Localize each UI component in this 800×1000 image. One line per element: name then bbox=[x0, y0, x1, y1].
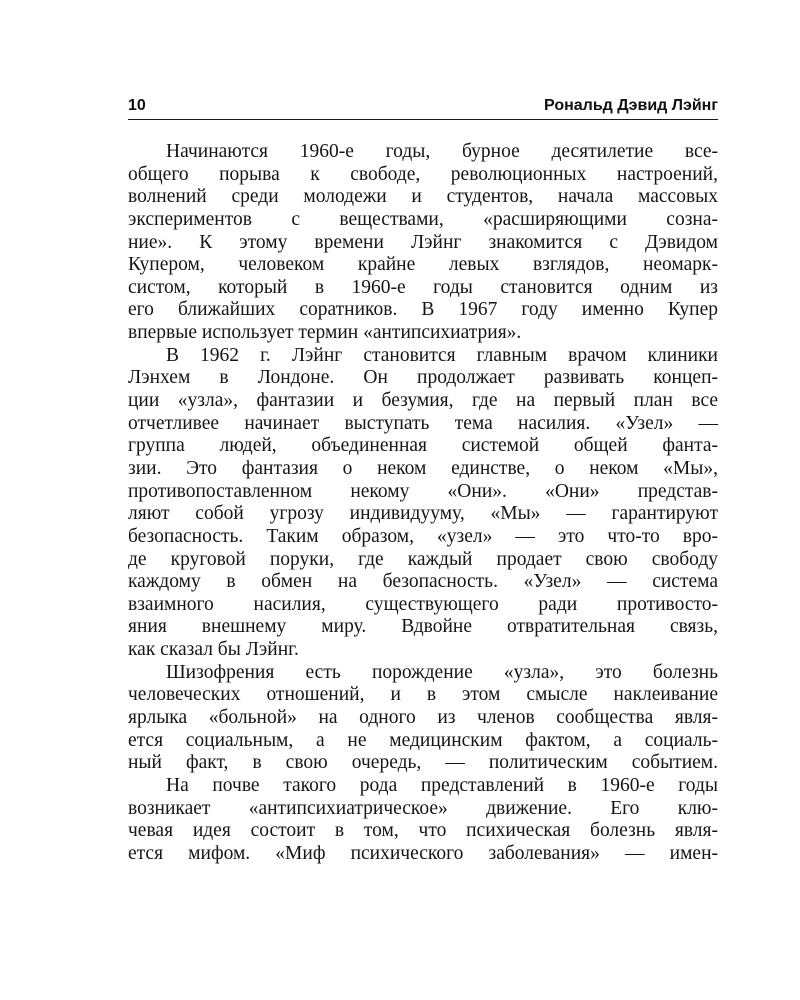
page-number: 10 bbox=[128, 97, 146, 114]
text-line: экспериментов с веществами, «расширяющими созна- bbox=[128, 208, 718, 230]
text-line: ется социальным, а не медицинским фактом, а социаль- bbox=[128, 729, 718, 751]
text-line: яния внешнему миру. Вдвойне отвратительная связь, bbox=[128, 616, 718, 638]
text-line: Купером, человеком крайне левых взглядов, неомарк- bbox=[128, 254, 718, 276]
paragraph-2 bbox=[128, 345, 718, 662]
text-line: взаимного насилия, существующего ради противосто- bbox=[128, 593, 718, 615]
text-line: безопасность. Таким образом, «узел» — это что-то вро- bbox=[128, 525, 718, 547]
paragraph-3 bbox=[128, 662, 718, 775]
paragraph-1 bbox=[128, 141, 718, 345]
text-line: впервые использует термин «антипсихиатрия». bbox=[128, 322, 522, 344]
text-line: чевая идея состоит в том, что психическая болезнь явля- bbox=[128, 820, 718, 842]
text-line: отчетливее начинает выступать тема насилия. «Узел» — bbox=[128, 412, 718, 434]
text-line: ции «узла», фантазии и безумия, где на первый план все bbox=[128, 390, 718, 412]
text-line: ние». К этому времени Лэйнг знакомится с Дэвидом bbox=[128, 231, 718, 253]
text-line: группа людей, объединенная системой общей фанта- bbox=[128, 435, 718, 457]
text-line: противопоставленном некому «Они». «Они» представ- bbox=[128, 480, 718, 502]
text-line: зии. Это фантазия о неком единстве, о неком «Мы», bbox=[128, 457, 718, 479]
running-title: Рональд Дэвид Лэйнг bbox=[544, 97, 718, 114]
text-line: де круговой поруки, где каждый продает свою свободу bbox=[128, 548, 718, 570]
text-line: волнений среди молодежи и студентов, начала массовых bbox=[128, 186, 718, 208]
text-line: Начинаются 1960-е годы, бурное десятилетие все- bbox=[166, 141, 718, 162]
text-line: Шизофрения есть порождение «узла», это болезнь bbox=[166, 661, 718, 683]
page-header bbox=[128, 97, 718, 120]
text-line: систом, который в 1960-е годы становится одним из bbox=[128, 276, 718, 298]
text-line: ляют собой угрозу индивидууму, «Мы» — гарантируют bbox=[128, 503, 718, 525]
body-text bbox=[128, 141, 718, 866]
text-line: ный факт, в свою очередь, — политическим событием. bbox=[128, 752, 718, 774]
text-line: человеческих отношений, и в этом смысле наклеивание bbox=[128, 684, 718, 706]
text-line: ется мифом. «Миф психического заболевания» — имен- bbox=[128, 842, 718, 864]
text-line: каждому в обмен на безопасность. «Узел» — система bbox=[128, 571, 718, 593]
text-line: В 1962 г. Лэйнг становится главным врачом клиники bbox=[166, 344, 718, 366]
text-line: возникает «антипсихиатрическое» движение. Его клю- bbox=[128, 797, 718, 819]
paragraph-4 bbox=[128, 775, 718, 866]
text-line: его ближайших соратников. В 1967 году именно Купер bbox=[128, 299, 718, 321]
text-line: общего порыва к свободе, революционных настроений, bbox=[128, 163, 718, 185]
text-line: ярлыка «больной» на одного из членов сообщества явля- bbox=[128, 707, 718, 729]
text-line: как сказал бы Лэйнг. bbox=[128, 639, 299, 661]
text-line: Лэнхем в Лондоне. Он продолжает развивать концеп- bbox=[128, 367, 718, 389]
text-line: На почве такого рода представлений в 1960-е годы bbox=[166, 774, 718, 796]
